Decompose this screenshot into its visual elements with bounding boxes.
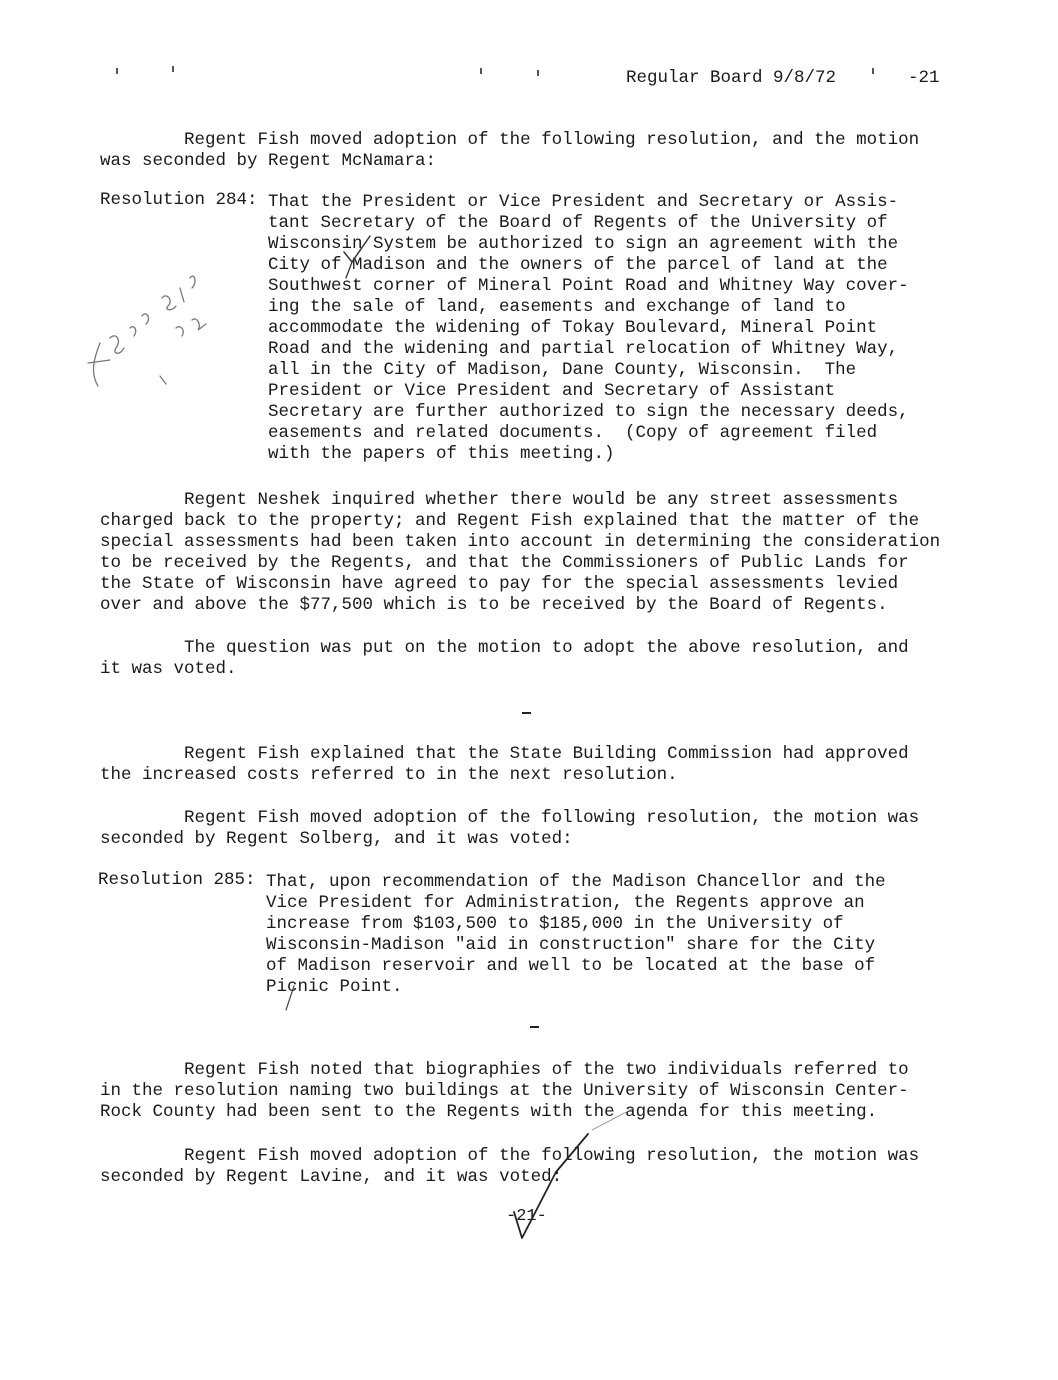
text-line: Picnic Point. <box>266 977 403 997</box>
large-check-mark-icon <box>500 1128 640 1248</box>
text-line: the State of Wisconsin have agreed to pay for the special assessments levied <box>100 574 899 594</box>
text-line: ing the sale of land, easements and exchange of land to <box>268 297 846 317</box>
scan-mark <box>537 70 539 76</box>
text-line: it was voted. <box>100 659 237 679</box>
text-line: of Madison reservoir and well to be located at the base of <box>266 956 876 976</box>
text-line: Regent Fish moved adoption of the following resolution, the motion was <box>100 1146 920 1166</box>
text-line: The question was put on the motion to adopt the above resolution, and <box>100 638 909 658</box>
text-line: Regent Fish noted that biographies of the two individuals referred to <box>100 1060 909 1080</box>
text-line: easements and related documents. (Copy of agreement filed <box>268 423 878 443</box>
scan-mark <box>116 68 118 74</box>
text-line: special assessments had been taken into account in determining the consideration <box>100 532 941 552</box>
text-line: accommodate the widening of Tokay Boulevard, Mineral Point <box>268 318 878 338</box>
text-line: was seconded by Regent McNamara: <box>100 151 437 171</box>
paragraph-motion-285 <box>100 808 919 850</box>
handwritten-margin-note <box>80 268 220 408</box>
resolution-284-label: Resolution 284: <box>100 190 258 210</box>
resolution-285-body <box>266 872 886 998</box>
section-divider <box>522 712 531 714</box>
text-line: over and above the $77,500 which is to be received by the Board of Regents. <box>100 595 888 615</box>
scan-mark <box>872 68 874 74</box>
text-line: increase from $103,500 to $185,000 in the University of <box>266 914 844 934</box>
check-mark-icon <box>340 232 380 282</box>
scan-mark <box>480 68 482 74</box>
text-line: President or Vice President and Secretary of Assistant <box>268 381 836 401</box>
text-line: all in the City of Madison, Dane County, Wisconsin. The <box>268 360 857 380</box>
text-line: Southwest corner of Mineral Point Road and Whitney Way cover- <box>268 276 909 296</box>
text-line: City of Madison and the owners of the parcel of land at the <box>268 255 888 275</box>
text-line: tant Secretary of the Board of Regents of the University of <box>268 213 888 233</box>
page-header-title: Regular Board 9/8/72 <box>626 68 837 88</box>
paragraph-biographies <box>100 1060 909 1123</box>
text-line: seconded by Regent Solberg, and it was voted: <box>100 829 573 849</box>
pen-mark <box>282 984 302 1014</box>
text-line: Wisconsin-Madison "aid in construction" share for the City <box>266 935 876 955</box>
text-line: seconded by Regent Lavine, and it was voted: <box>100 1167 563 1187</box>
scan-mark <box>172 66 174 72</box>
paragraph-assessments <box>100 490 940 616</box>
text-line: Rock County had been sent to the Regents with the agenda for this meeting. <box>100 1102 878 1122</box>
paragraph-vote <box>100 638 909 680</box>
text-line: in the resolution naming two buildings at the University of Wisconsin Center- <box>100 1081 909 1101</box>
text-line: with the papers of this meeting.) <box>268 444 615 464</box>
text-line: Wisconsin System be authorized to sign an agreement with the <box>268 234 899 254</box>
text-line: the increased costs referred to in the next resolution. <box>100 765 678 785</box>
text-line: Regent Neshek inquired whether there would be any street assessments <box>100 490 899 510</box>
footer-page-number: -21- <box>506 1207 547 1226</box>
page-header-number: -21 <box>908 68 940 88</box>
text-line: Regent Fish moved adoption of the following resolution, the motion was <box>100 808 920 828</box>
text-line: to be received by the Regents, and that the Commissioners of Public Lands for <box>100 553 909 573</box>
section-divider <box>530 1026 539 1028</box>
text-line: That the President or Vice President and Secretary or Assis- <box>268 192 899 212</box>
paragraph-motion-284 <box>100 130 919 172</box>
text-line: Regent Fish explained that the State Building Commission had approved <box>100 744 909 764</box>
paragraph-building-commission <box>100 744 909 786</box>
text-line: Vice President for Administration, the Regents approve an <box>266 893 865 913</box>
text-line: Road and the widening and partial relocation of Whitney Way, <box>268 339 899 359</box>
resolution-285-label: Resolution 285: <box>98 870 256 890</box>
text-line: charged back to the property; and Regent Fish explained that the matter of the <box>100 511 920 531</box>
text-line: Regent Fish moved adoption of the following resolution, and the motion <box>100 130 920 150</box>
text-line: Secretary are further authorized to sign the necessary deeds, <box>268 402 909 422</box>
text-line: That, upon recommendation of the Madison Chancellor and the <box>266 872 886 892</box>
